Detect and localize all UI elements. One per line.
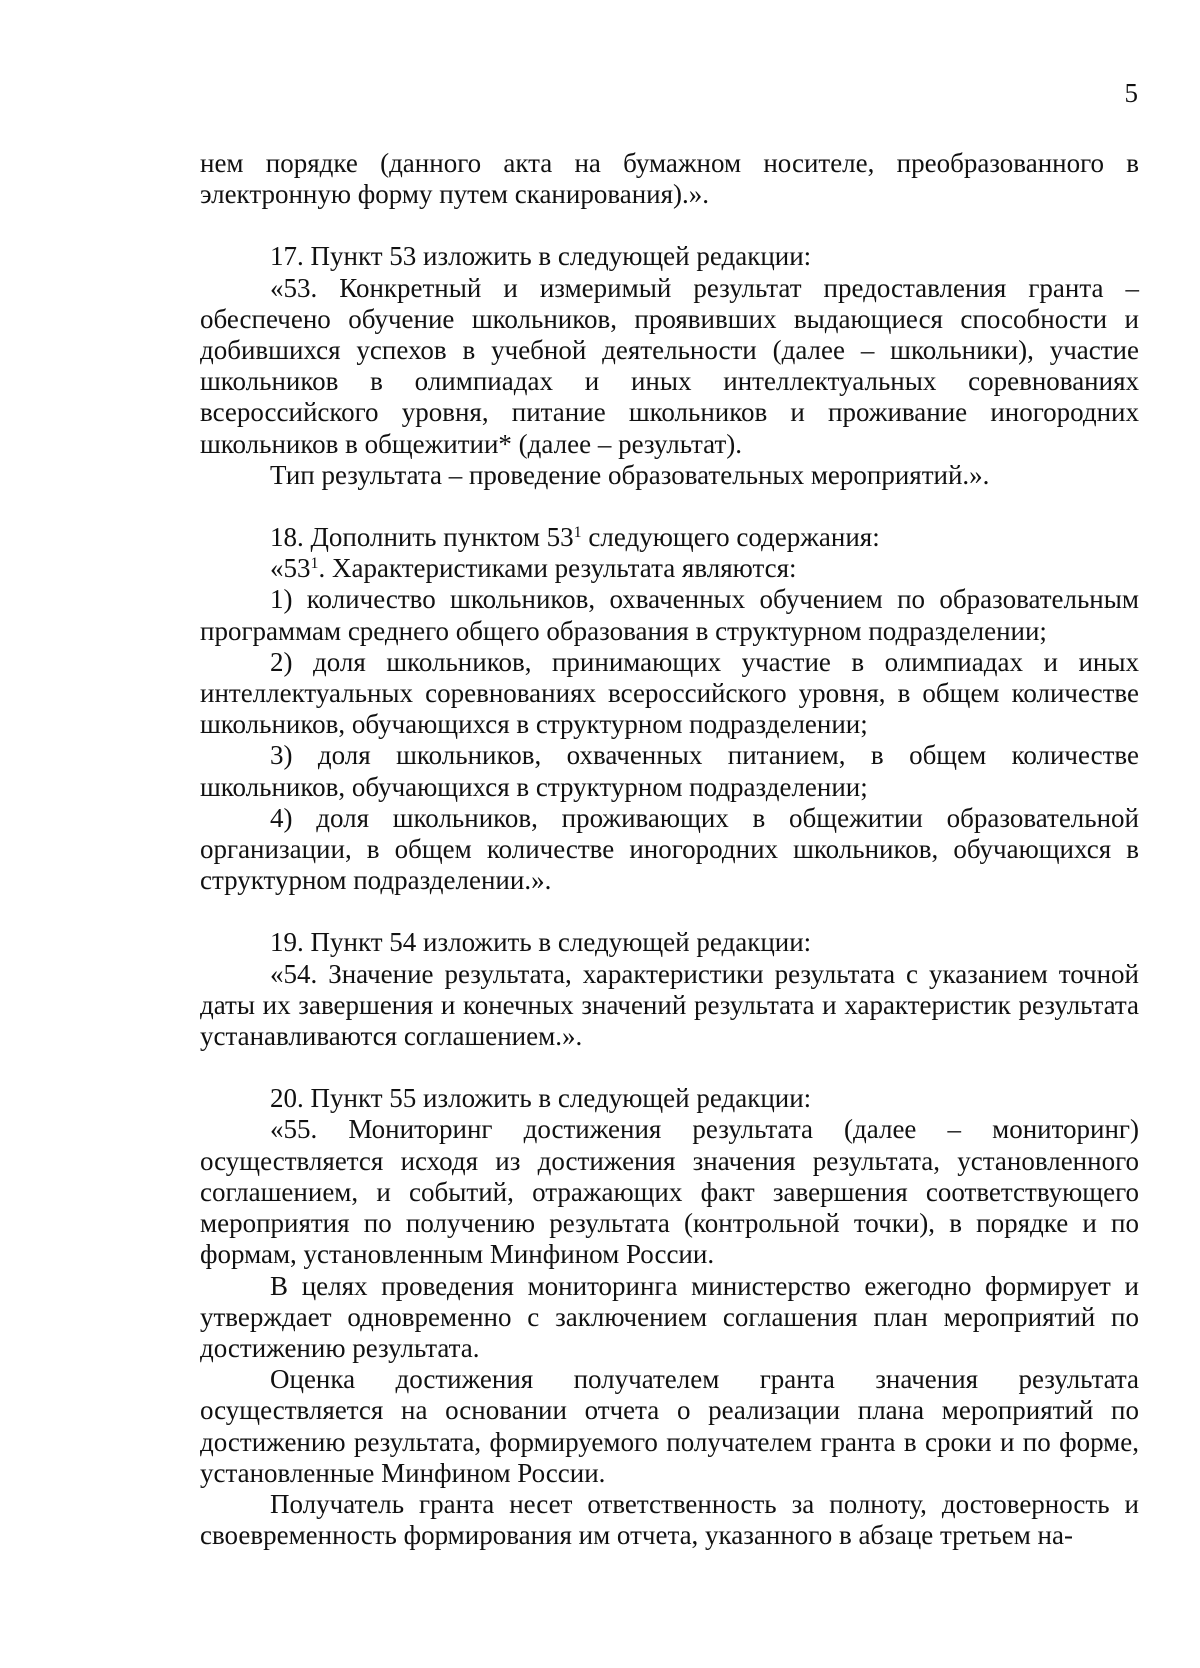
page-number: 5 xyxy=(1124,78,1138,108)
paragraph-text: 17. Пункт 53 изложить в следующей редакции: xyxy=(270,241,812,272)
paragraph-text: «53 xyxy=(270,553,311,584)
paragraph-text: Оценка достижения получателем гранта значения результата осуществляется на основании отчета о реализации плана мероприятий по достижению результата, формируемого получателем гранта в сроки и по форме, установленные Минфином России. xyxy=(200,1364,1139,1488)
item-19-body xyxy=(200,959,1139,1053)
item-19-heading xyxy=(200,927,1139,958)
item-18-list-1 xyxy=(200,584,1139,646)
item-20-responsibility xyxy=(200,1489,1139,1551)
item-20-body xyxy=(200,1114,1139,1270)
item-18-list-4 xyxy=(200,803,1139,897)
paragraph-text: . Характеристиками результата являются: xyxy=(318,553,797,584)
paragraph-text: 1) количество школьников, охваченных обучением по образовательным программам среднего общего образования в структурном подразделении; xyxy=(200,584,1139,646)
paragraph-text: Тип результата – проведение образовательных мероприятий.». xyxy=(270,459,990,490)
paragraph-text: 4) доля школьников, проживающих в общежитии образовательной организации, в общем количестве иногородних школьников, обучающихся в структурном подразделении.». xyxy=(200,802,1139,896)
item-20-evaluation xyxy=(200,1364,1139,1489)
item-18-list-2 xyxy=(200,647,1139,741)
item-17-heading xyxy=(200,241,1139,272)
item-18-heading xyxy=(200,522,1139,553)
superscript: 1 xyxy=(310,555,319,573)
item-18-intro xyxy=(200,553,1139,584)
paragraph-text: Получатель гранта несет ответственность за полноту, достоверность и своевременность формирования им отчета, указанного в абзаце третьем на- xyxy=(200,1488,1139,1551)
paragraph-text: 3) доля школьников, охваченных питанием, в общем количестве школьников, обучающихся в структурном подразделении; xyxy=(200,740,1139,802)
superscript: 1 xyxy=(573,524,582,542)
paragraph-text: 18. Дополнить пунктом 53 xyxy=(270,522,574,553)
paragraph-continuation xyxy=(200,148,1139,210)
paragraph-text: «54. Значение результата, характеристики результата с указанием точной даты их завершения и конечных значений результата и характеристик результата устанавливаются соглашением.». xyxy=(200,958,1139,1052)
item-18-list-3 xyxy=(200,740,1139,802)
item-20-heading xyxy=(200,1083,1139,1114)
item-17-body xyxy=(200,273,1139,460)
paragraph-text: «55. Мониторинг достижения результата (далее – мониторинг) осуществляется исходя из достижения значения результата, установленного соглашением, и событий, отражающих факт завершения соответствующего мероприятия по получению результата (контрольной точки), в порядке и по формам, установленным Минфином России. xyxy=(200,1114,1139,1270)
paragraph-text: «53. Конкретный и измеримый результат предоставления гранта – обеспечено обучение школьников, проявивших выдающиеся способности и добившихся успехов в учебной деятельности (далее – школьники), участие школьников в олимпиадах и иных интеллектуальных соревнованиях всероссийского уровня, питание школьников и проживание иногородних школьников в общежитии* (далее – результат). xyxy=(200,272,1139,459)
paragraph-text: В целях проведения мониторинга министерство ежегодно формирует и утверждает одновременно с заключением соглашения план мероприятий по достижению результата. xyxy=(200,1270,1139,1363)
paragraph-text: следующего содержания: xyxy=(581,522,880,553)
paragraph-text: 19. Пункт 54 изложить в следующей редакции: xyxy=(270,927,812,958)
item-20-plan xyxy=(200,1271,1139,1365)
paragraph-text: 2) доля школьников, принимающих участие в олимпиадах и иных интеллектуальных соревнованиях всероссийского уровня, в общем количестве школьников, обучающихся в структурном подразделении; xyxy=(200,646,1139,740)
paragraph-text: нем порядке (данного акта на бумажном носителе, преобразованного в электронную форму путем сканирования).». xyxy=(200,148,1139,210)
document-body xyxy=(200,148,1139,1551)
item-17-result-type xyxy=(200,460,1139,491)
paragraph-text: 20. Пункт 55 изложить в следующей редакции: xyxy=(270,1083,812,1114)
